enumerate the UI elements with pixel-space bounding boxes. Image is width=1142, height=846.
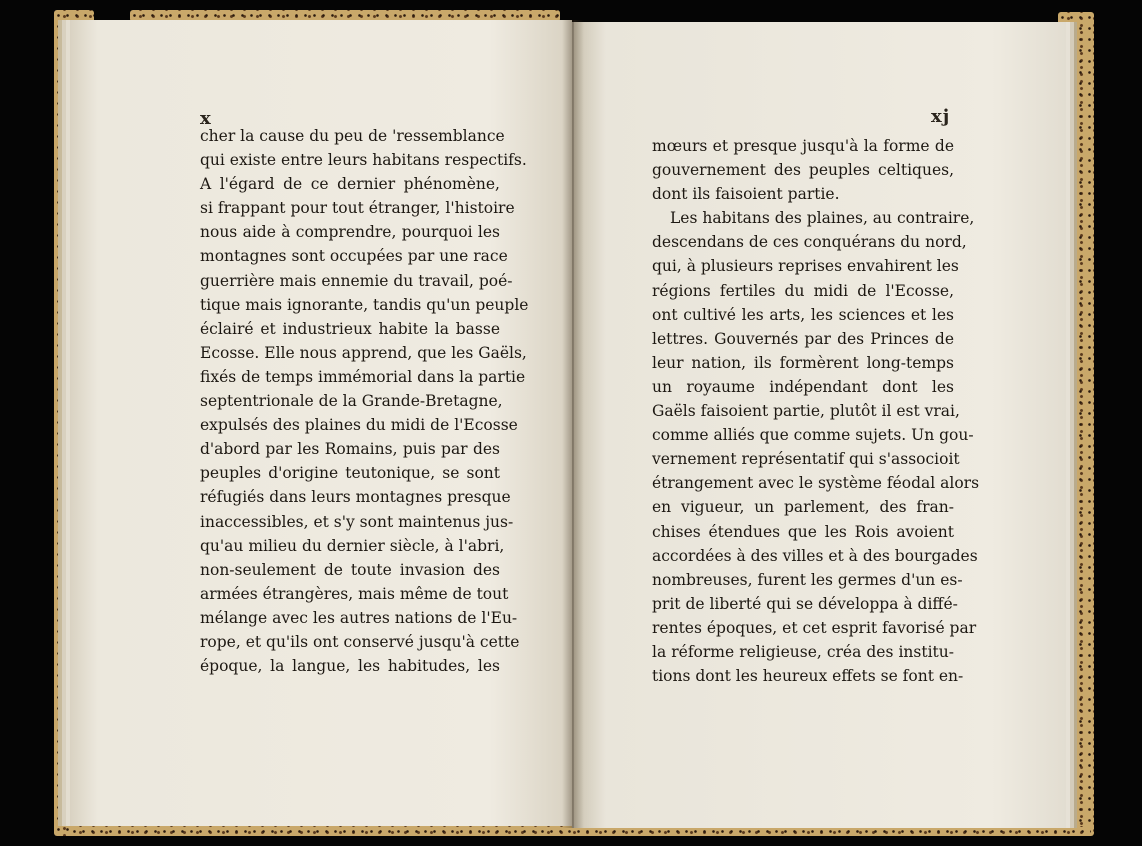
text-line: Gaëls faisoient partie, plutôt il est vrai, <box>652 402 960 421</box>
right-page-text <box>652 134 980 688</box>
text-line: mœurs et presque jusqu'à la forme de <box>652 137 954 155</box>
text-line: cher la cause du peu de 'ressemblance <box>200 127 505 145</box>
text-line: d'abord par les Romains, puis par des <box>200 440 500 459</box>
text-line: Ecosse. Elle nous apprend, que les Gaëls, <box>200 343 527 362</box>
text-line: inaccessibles, et s'y sont maintenus jus- <box>200 512 514 531</box>
text-line: vernement représentatif qui s'associoit <box>652 450 960 469</box>
text-line: septentrionale de la Grande-Bretagne, <box>200 392 503 411</box>
text-line: étrangement avec le système féodal alors <box>652 474 980 493</box>
text-line: en vigueur, un parlement, des fran- <box>652 498 954 517</box>
text-line: guerrière mais ennemie du travail, poé- <box>200 271 513 290</box>
left-page <box>70 20 572 826</box>
text-line: qui existe entre leurs habitans respectifs. <box>200 151 527 170</box>
text-line: régions fertiles du midi de l'Ecosse, <box>652 281 954 300</box>
text-line: un royaume indépendant dont les <box>652 377 954 396</box>
text-line: montagnes sont occupées par une race <box>200 247 508 266</box>
text-line: ont cultivé les arts, les sciences et les <box>652 305 954 324</box>
text-line: mélange avec les autres nations de l'Eu- <box>200 608 518 627</box>
text-line: gouvernement des peuples celtiques, <box>652 161 954 180</box>
text-line: nombreuses, furent les germes d'un es- <box>652 570 963 589</box>
text-line: fixés de temps immémorial dans la partie <box>200 367 526 386</box>
text-line: A l'égard de ce dernier phénomène, <box>200 175 500 194</box>
text-line: Les habitans des plaines, au contraire, <box>670 209 975 228</box>
text-line: comme alliés que comme sujets. Un gou- <box>652 426 974 445</box>
text-line: la réforme religieuse, créa des institu- <box>652 642 954 661</box>
text-line: expulsés des plaines du midi de l'Ecosse <box>200 416 518 435</box>
text-line: armées étrangères, mais même de tout <box>200 584 509 603</box>
text-line: éclairé et industrieux habite la basse <box>200 319 500 338</box>
text-line: tique mais ignorante, tandis qu'un peuple <box>200 295 529 314</box>
left-page-text <box>200 124 529 678</box>
text-line: époque, la langue, les habitudes, les <box>200 657 500 676</box>
text-line: descendans de ces conquérans du nord, <box>652 233 967 252</box>
text-line: rentes époques, et cet esprit favorisé par <box>652 618 977 637</box>
right-page-number: xj <box>931 106 951 127</box>
text-line: peuples d'origine teutonique, se sont <box>200 464 500 483</box>
text-line: qu'au milieu du dernier siècle, à l'abri, <box>200 536 505 555</box>
text-line: chises étendues que les Rois avoient <box>652 522 954 541</box>
text-line: accordées à des villes et à des bourgades <box>652 546 978 565</box>
text-line: leur nation, ils formèrent long-temps <box>652 353 954 372</box>
left-page-number: x <box>200 108 212 129</box>
text-line: tions dont les heureux effets se font en- <box>652 667 964 686</box>
text-line: si frappant pour tout étranger, l'histoire <box>200 199 515 218</box>
text-line: non-seulement de toute invasion des <box>200 560 500 579</box>
book-gutter <box>562 20 584 828</box>
text-line: prit de liberté qui se développa à diffé- <box>652 594 958 613</box>
text-line: dont ils faisoient partie. <box>652 185 840 204</box>
text-line: lettres. Gouvernés par des Princes de <box>652 329 954 348</box>
right-page <box>572 22 1066 828</box>
text-line: réfugiés dans leurs montagnes presque <box>200 488 511 507</box>
text-line: qui, à plusieurs reprises envahirent les <box>652 257 959 276</box>
text-line: nous aide à comprendre, pourquoi les <box>200 223 500 242</box>
text-line: rope, et qu'ils ont conservé jusqu'à cette <box>200 632 520 651</box>
